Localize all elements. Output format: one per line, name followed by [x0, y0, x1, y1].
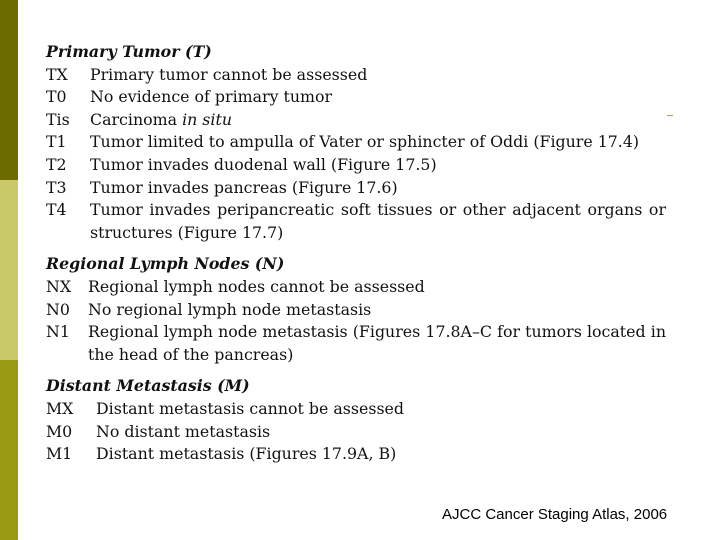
- list-item: [46, 421, 666, 444]
- list-item: [46, 131, 666, 154]
- sidebar-segment-middle: [0, 180, 18, 360]
- staging-content: [46, 41, 666, 466]
- stage-code: T2: [46, 154, 67, 174]
- list-item: [46, 86, 666, 109]
- stage-description: No regional lymph node metastasis: [88, 299, 372, 319]
- section-primary-tumor: [46, 41, 666, 244]
- sidebar-segment-top: [0, 0, 18, 180]
- stage-code: T4: [46, 200, 67, 220]
- stage-code: TX: [46, 64, 68, 84]
- stage-description-text: Carcinoma: [90, 109, 183, 129]
- stage-code: M0: [46, 421, 73, 441]
- slide-sidebar-bar: [0, 0, 18, 540]
- stage-description: Distant metastasis cannot be assessed: [96, 398, 405, 418]
- stage-code: MX: [46, 398, 74, 418]
- stage-description: Tumor invades peripancreatic soft tissues or other adjacent organs or structures (Figure 17.7): [90, 200, 666, 242]
- stage-code: T1: [46, 132, 67, 152]
- list-item: [46, 177, 666, 200]
- list-item: [46, 443, 666, 466]
- list-item: [46, 276, 666, 299]
- stage-description: Tumor invades duodenal wall (Figure 17.5): [90, 154, 437, 174]
- stage-code: N0: [46, 299, 70, 319]
- stage-description: Distant metastasis (Figures 17.9A, B): [96, 444, 397, 464]
- list-item: [46, 299, 666, 322]
- list-item: [46, 321, 666, 366]
- stage-description: Regional lymph nodes cannot be assessed: [88, 276, 425, 296]
- section-regional-lymph-nodes: [46, 253, 666, 366]
- list-item: [46, 398, 666, 421]
- stage-code: N1: [46, 322, 70, 342]
- stage-description: Regional lymph node metastasis (Figures 17.8A–C for tumors located in the head of the pancreas): [88, 322, 666, 364]
- stage-description: [90, 109, 666, 132]
- list-item: [46, 64, 666, 87]
- list-item: [46, 109, 666, 132]
- stage-code: M1: [46, 444, 73, 464]
- list-item: [46, 199, 666, 244]
- section-title: Distant Metastasis (M): [46, 376, 250, 396]
- section-title: Regional Lymph Nodes (N): [46, 254, 285, 274]
- stage-description: Tumor invades pancreas (Figure 17.6): [90, 177, 398, 197]
- stage-description: Tumor limited to ampulla of Vater or sphincter of Oddi (Figure 17.4): [90, 132, 640, 152]
- stage-code: T3: [46, 177, 67, 197]
- stage-description: No evidence of primary tumor: [90, 87, 333, 107]
- source-citation: AJCC Cancer Staging Atlas, 2006: [442, 506, 668, 523]
- stage-description: No distant metastasis: [96, 421, 271, 441]
- stage-code: Tis: [46, 109, 70, 129]
- list-item: [46, 154, 666, 177]
- sidebar-segment-bottom: [0, 360, 18, 540]
- stage-description-italic: in situ: [182, 109, 232, 129]
- decorative-tick: [667, 115, 673, 116]
- stage-description: Primary tumor cannot be assessed: [90, 64, 368, 84]
- stage-code: T0: [46, 87, 67, 107]
- section-title: Primary Tumor (T): [46, 42, 212, 61]
- section-distant-metastasis: [46, 375, 666, 465]
- stage-code: NX: [46, 276, 72, 296]
